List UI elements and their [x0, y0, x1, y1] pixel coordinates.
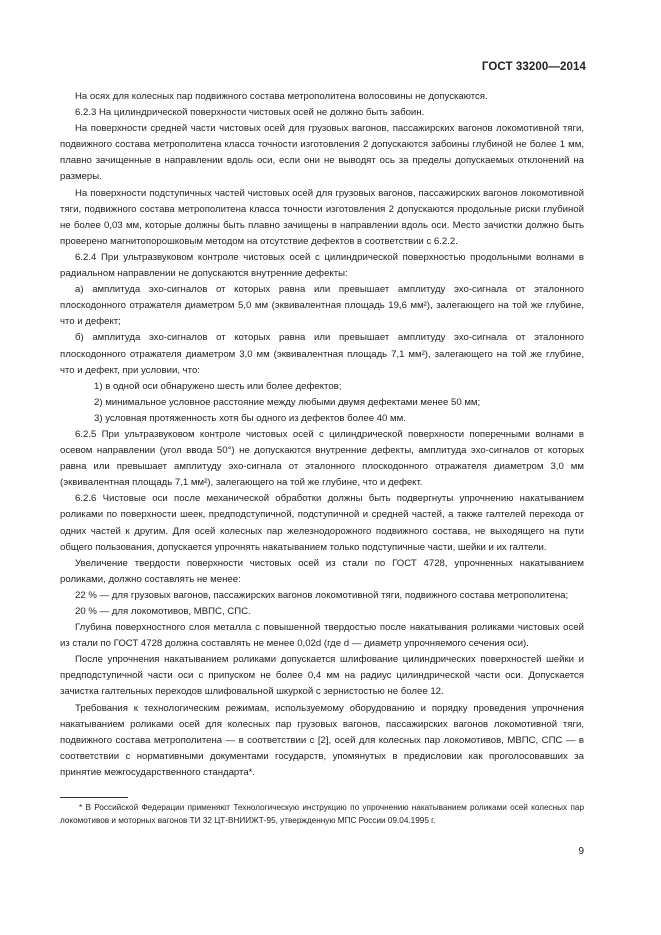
paragraph: После упрочнения накатыванием роликами допускается шлифование цилиндрических поверхностей шейки и предподступичной части оси с припуском не более 0,4 мм на радиус цилиндрической части оси. Допускается зачистка галтельных переходов шлифовальной шкуркой с зернистостью не более 12.	[60, 654, 584, 698]
paragraph: На поверхности средней части чистовых осей для грузовых вагонов, пассажирских вагонов локомотивной тяги, подвижного состава метрополитена класса точности изготовления 2 допускаются забоины глубиной не более 1 мм, плавно зачищенные в направлении вдоль оси, если они не выводят ось за пределы допускаемых отклонений на размеры.	[60, 123, 584, 183]
paragraph: 22 % — для грузовых вагонов, пассажирских вагонов локомотивной тяги, подвижного состава метрополитена;	[75, 589, 569, 601]
list-item: 2) минимальное условное расстояние между любыми двумя дефектами менее 50 мм;	[94, 396, 481, 408]
list-item: 3) условная протяженность хотя бы одного из дефектов более 40 мм.	[94, 412, 406, 424]
paragraph: 6.2.6 Чистовые оси после механической обработки должны быть подвергнуты упрочнению накатыванием роликами по поверхности шеек, предподступичной, подступичной и средней частей, а также галтелей перехода от одних частей к другим. Для осей колесных пар железнодорожного подвижного состава, не выходящего на пути общего пользования, допускается упрочнять накатыванием только подступичные части, шейки и их галтели.	[60, 493, 584, 553]
paragraph: Требования к технологическим режимам, используемому оборудованию и порядку проведения упрочнения накатыванием роликами осей для колесных пар грузовых вагонов, пассажирских вагонов локомотивной тяги, подвижного состава метрополитена — в соответствии с [2], осей для колесных пар локомотивов, МВПС, СПС — в соответствии с нормативными документами государств, упомянутых в предисловии как проголосовавших за принятие межгосударственного стандарта*.	[60, 702, 584, 778]
paragraph: Увеличение твердости поверхности чистовых осей из стали по ГОСТ 4728, упрочненных накатыванием роликами, должно составлять не менее:	[60, 557, 584, 585]
page-number: 9	[578, 846, 584, 857]
paragraph: Глубина поверхностного слоя металла с повышенной твердостью после накатывания роликами чистовых осей из стали по ГОСТ 4728 должна составлять не менее 0,02d (где d — диаметр упрочняемого сечения оси).	[60, 622, 584, 650]
paragraph: 6.2.4 При ультразвуковом контроле чистовых осей с цилиндрической поверхностью продольными волнами в радиальном направлении не допускаются внутренние дефекты:	[60, 251, 584, 280]
list-item: б) амплитуда эхо-сигналов от которых равна или превышает амплитуду эхо-сигнала от эталонного плоскодонного отражателя диаметром 3,0 мм (эквивалентная площадь 7,1 мм²), залегающего на той же глубине, что и дефект, при условии, что:	[60, 332, 584, 376]
paragraph: 6.2.3 На цилиндрической поверхности чистовых осей не должно быть забоин.	[75, 107, 425, 119]
footnote: * В Российской Федерации применяют Технологическую инструкцию по упрочнению накатыванием роликами осей колесных пар локомотивов и моторных вагонов ТИ 32 ЦТ-ВНИИЖТ-95, утвержденную МПС России 09.04.1995 г.	[60, 803, 584, 825]
document-header: ГОСТ 33200—2014	[481, 61, 586, 73]
paragraph: 6.2.5 При ультразвуковом контроле чистовых осей с цилиндрической поверхности поперечными волнами в осевом направлении (угол ввода 50°) не допускаются внутренние дефекты, амплитуда эхо-сигналов от которых равна или превышает амплитуду эхо-сигнала от эталонного плоскодонного отражателя диаметром 3,0 мм (эквивалентная площадь 7,1 мм²), залегающего на той же глубине, что и дефект.	[60, 428, 584, 489]
paragraph: На осях для колесных пар подвижного состава метрополитена волосовины не допускаются.	[75, 91, 488, 102]
list-item: 1) в одной оси обнаружено шесть или более дефектов;	[94, 380, 342, 392]
paragraph: На поверхности подступичных частей чистовых осей для грузовых вагонов, пассажирских вагонов локомотивной тяги, подвижного состава метрополитена класса точности изготовления 2 допускаются продольные риски глубиной не более 0,03 мм, которые должны быть плавно зачищены в направлении вдоль оси. Место зачистки должно быть проверено магнитопорошковым методом на отсутствие дефектов в соответствии с 6.2.2.	[60, 187, 584, 247]
main-text	[60, 89, 584, 781]
footnote-separator	[60, 797, 128, 798]
list-item: а) амплитуда эхо-сигналов от которых равна или превышает амплитуду эхо-сигнала от эталонного плоскодонного отражателя диаметром 5,0 мм (эквивалентная площадь 19,6 мм²), залегающего на той же глубине, что и дефект;	[60, 284, 584, 328]
paragraph: 20 % — для локомотивов, МВПС, СПС.	[75, 606, 251, 617]
